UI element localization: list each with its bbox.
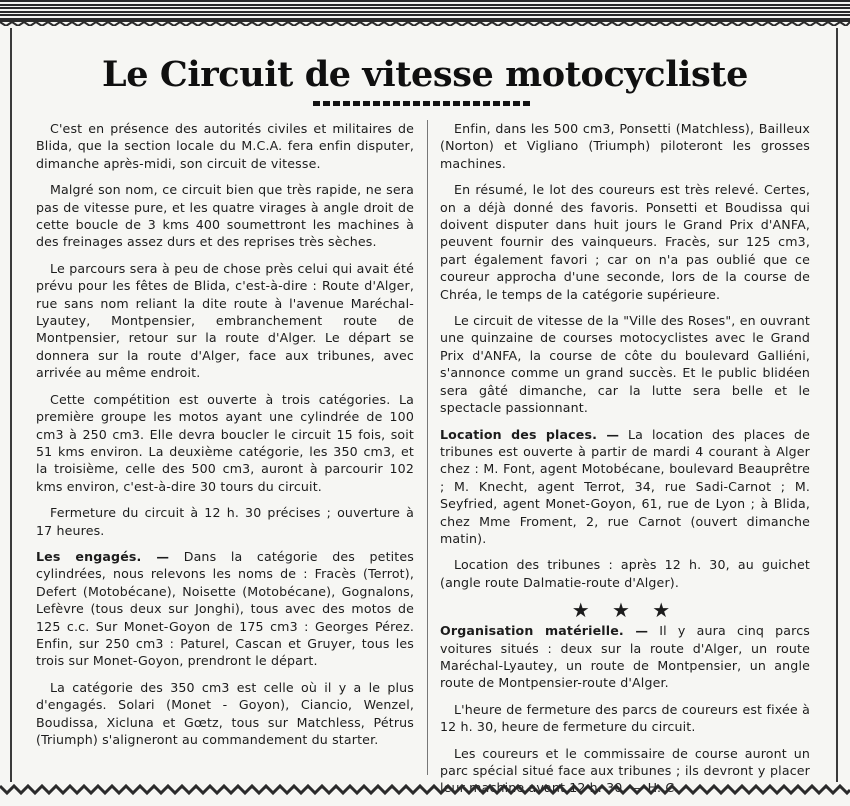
paragraph-350cm3: La catégorie des 350 cm3 est celle où il y a le plus d'engagés. Solari (Monet - Goyon), Ciancio, Wenzel, Boudissa, Xicluna et Gœtz, tous sur Matchless, Pétrus (Triumph) s'aligneront au commandement du starter.: [36, 679, 414, 747]
paragraph-commissaire: Les coureurs et le commissaire de course auront un parc spécial situé face aux tribunes ; ils devront y placer leur machine avant 12 h. 30. — H. C.: [440, 745, 810, 796]
section-stars-divider: ★ ★ ★: [571, 598, 679, 623]
engages-text: Dans la catégorie des petites cylindrées, nous relevons les noms de : Fracès (Terrot), Defert (Motobécane), Noisette (Motobécane), Gognalons, Lefèvre (tous deux sur Jonghi), tous avec des motos de 125 c.c. Sur Monet-Goyon de 175 cm3 : Georges Pérez. Enfin, sur 250 cm3 : Paturel, Cascan et Gruyer, tous les trois sur Monet-Goyon, prendront le départ.: [36, 548, 414, 669]
paragraph-parcours: Le parcours sera à peu de chose près celui qui avait été prévu pour les fêtes de Blida, c'est-à-dire : Route d'Alger, rue sans nom reliant la dite route à l'avenue Maréchal-Lyautey, Montpensier, embranchement route de Montpensier, retour sur la route d'Alger. Le départ se donnera sur la route d'Alger, face aux tribunes, avec arrivée au même endroit.: [36, 260, 414, 381]
column-divider: [427, 120, 428, 775]
paragraph-tribunes: Location des tribunes : après 12 h. 30, au guichet (angle route Dalmatie-route d'Alger).: [440, 557, 810, 590]
paragraph-fermeture: Fermeture du circuit à 12 h. 30 précises ; ouverture à 17 heures.: [36, 505, 414, 538]
paragraph-intro: C'est en présence des autorités civiles et militaires de Blida, que la section locale du M.C.A. fera enfin disputer, dimanche après-midi, son circuit de vitesse.: [36, 121, 414, 171]
paragraph-organisation: [440, 622, 810, 692]
organisation-heading: Organisation matérielle. —: [440, 623, 649, 639]
paragraph-500cm3: Enfin, dans les 500 cm3, Ponsetti (Matchless), Bailleux (Norton) et Vigliano (Triumph) piloteront les grosses machines.: [440, 121, 810, 171]
paragraph-categories: Cette compétition est ouverte à trois catégories. La première groupe les motos ayant une cylindrée de 100 cm3 à 250 cm3. Elle devra boucler le circuit 15 fois, soit 51 kms environ. La deuxième catégorie, les 350 cm3, et la troisième, celle des 500 cm3, auront à parcourir 102 kms environ, c'est-à-dire 30 tours du circuit.: [36, 391, 414, 494]
engages-heading: Les engagés. —: [36, 548, 170, 564]
organisation-text: Il y aura cinq parcs voitures situés : deux sur la route d'Alger, un route Maréchal-Lyautey, un route de Montpensier, un angle route de Montpensier-route d'Alger.: [440, 623, 811, 691]
paragraph-parcs-coureurs: L'heure de fermeture des parcs de coureurs est fixée à 12 h. 30, heure de fermeture du circuit.: [440, 701, 810, 735]
right-border-rule: [836, 28, 838, 782]
paragraph-location: [440, 426, 810, 548]
torn-bottom-edge: [0, 782, 850, 798]
torn-top-edge: [0, 0, 850, 26]
location-heading: Location des places. —: [440, 426, 620, 442]
paragraph-circuit: Malgré son nom, ce circuit bien que très rapide, ne sera pas de vitesse pure, et les quatre virages à angle droit de cette boucle de 3 kms 400 soumettront les machines à des freinages assez durs et des reprises très sèches.: [36, 182, 414, 250]
paragraph-resume: En résumé, le lot des coureurs est très relevé. Certes, on a déjà donné des favoris. Ponsetti et Boudissa qui doivent disputer dans huit jours le Grand Prix d'ANFA, peuvent fournir des vainqueurs. Fracès, sur 125 cm3, part également favori ; car on n'a pas oublié que ce coureur approcha d'une seconde, lors de la course de Chréa, le temps de la catégorie supérieure.: [440, 182, 810, 302]
left-border-rule: [10, 28, 12, 782]
right-column: [440, 120, 810, 806]
article-headline: Le Circuit de vitesse motocycliste: [102, 54, 748, 95]
location-text: La location des places de tribunes est ouverte à partir de mardi 4 courant à Alger chez : M. Font, agent Motobécane, boulevard Beauprêtre ; M. Knecht, agent Terrot, 34, rue Sadi-Carnot ; M. Seyfried, agent Monet-Goyon, 61, rue de Lyon ; à Blida, chez Mme Froment, 2, rue Carnot (ouvert dimanche matin).: [440, 426, 811, 546]
left-column: [36, 120, 414, 757]
headline-dashed-rule: [313, 101, 531, 106]
paragraph-ville-des-roses: Le circuit de vitesse de la "Ville des Roses", en ouvrant une quinzaine de courses motocyclistes avec le Grand Prix d'ANFA, la course de côte du boulevard Galliéni, s'annonce comme un grand succès. Et le public blidéen sera gâté dimanche, car la lutte sera belle et le spectacle passionnant.: [440, 313, 810, 416]
paragraph-engages: [36, 548, 414, 670]
